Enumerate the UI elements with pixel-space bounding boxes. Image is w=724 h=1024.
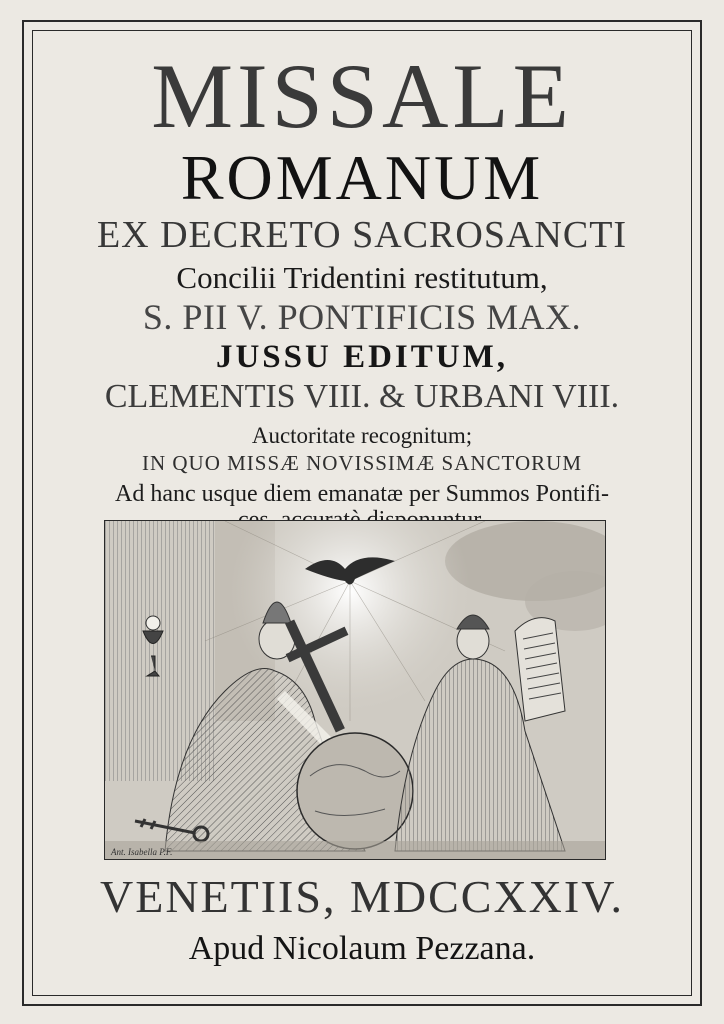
subtitle-ad-hanc: Ad hanc usque diem emanatæ per Summos Pontifi-	[115, 481, 609, 507]
title-block	[40, 40, 684, 532]
imprint-printer: Apud Nicolaum Pezzana.	[188, 930, 536, 967]
subtitle-pii-v: S. PII V. PONTIFICIS MAX.	[142, 297, 582, 337]
allegorical-engraving-icon	[104, 520, 606, 860]
subtitle-in-quo: IN QUO MISSÆ NOVISSIMÆ SANCTORUM	[141, 451, 582, 475]
globe-icon	[297, 733, 413, 849]
subtitle-auctoritate: Auctoritate recognitum;	[251, 423, 473, 448]
subtitle-clementis: CLEMENTIS VIII. & URBANI VIII.	[104, 378, 620, 415]
engraver-signature: Ant. Isabella P.F.	[111, 847, 173, 857]
subtitle-concilii: Concilii Tridentini restitutum,	[176, 260, 548, 295]
subtitle-jussu: JUSSU EDITUM,	[215, 339, 509, 375]
title-missale: MISSALE	[151, 45, 573, 147]
imprint-block	[40, 871, 684, 967]
imprint-place-date: VENETIIS, MDCCXXIV.	[100, 871, 624, 922]
engraving-illustration	[105, 521, 605, 859]
title-romanum: ROMANUM	[180, 142, 544, 213]
subtitle-ex-decreto: EX DECRETO SACROSANCTI	[96, 214, 628, 256]
